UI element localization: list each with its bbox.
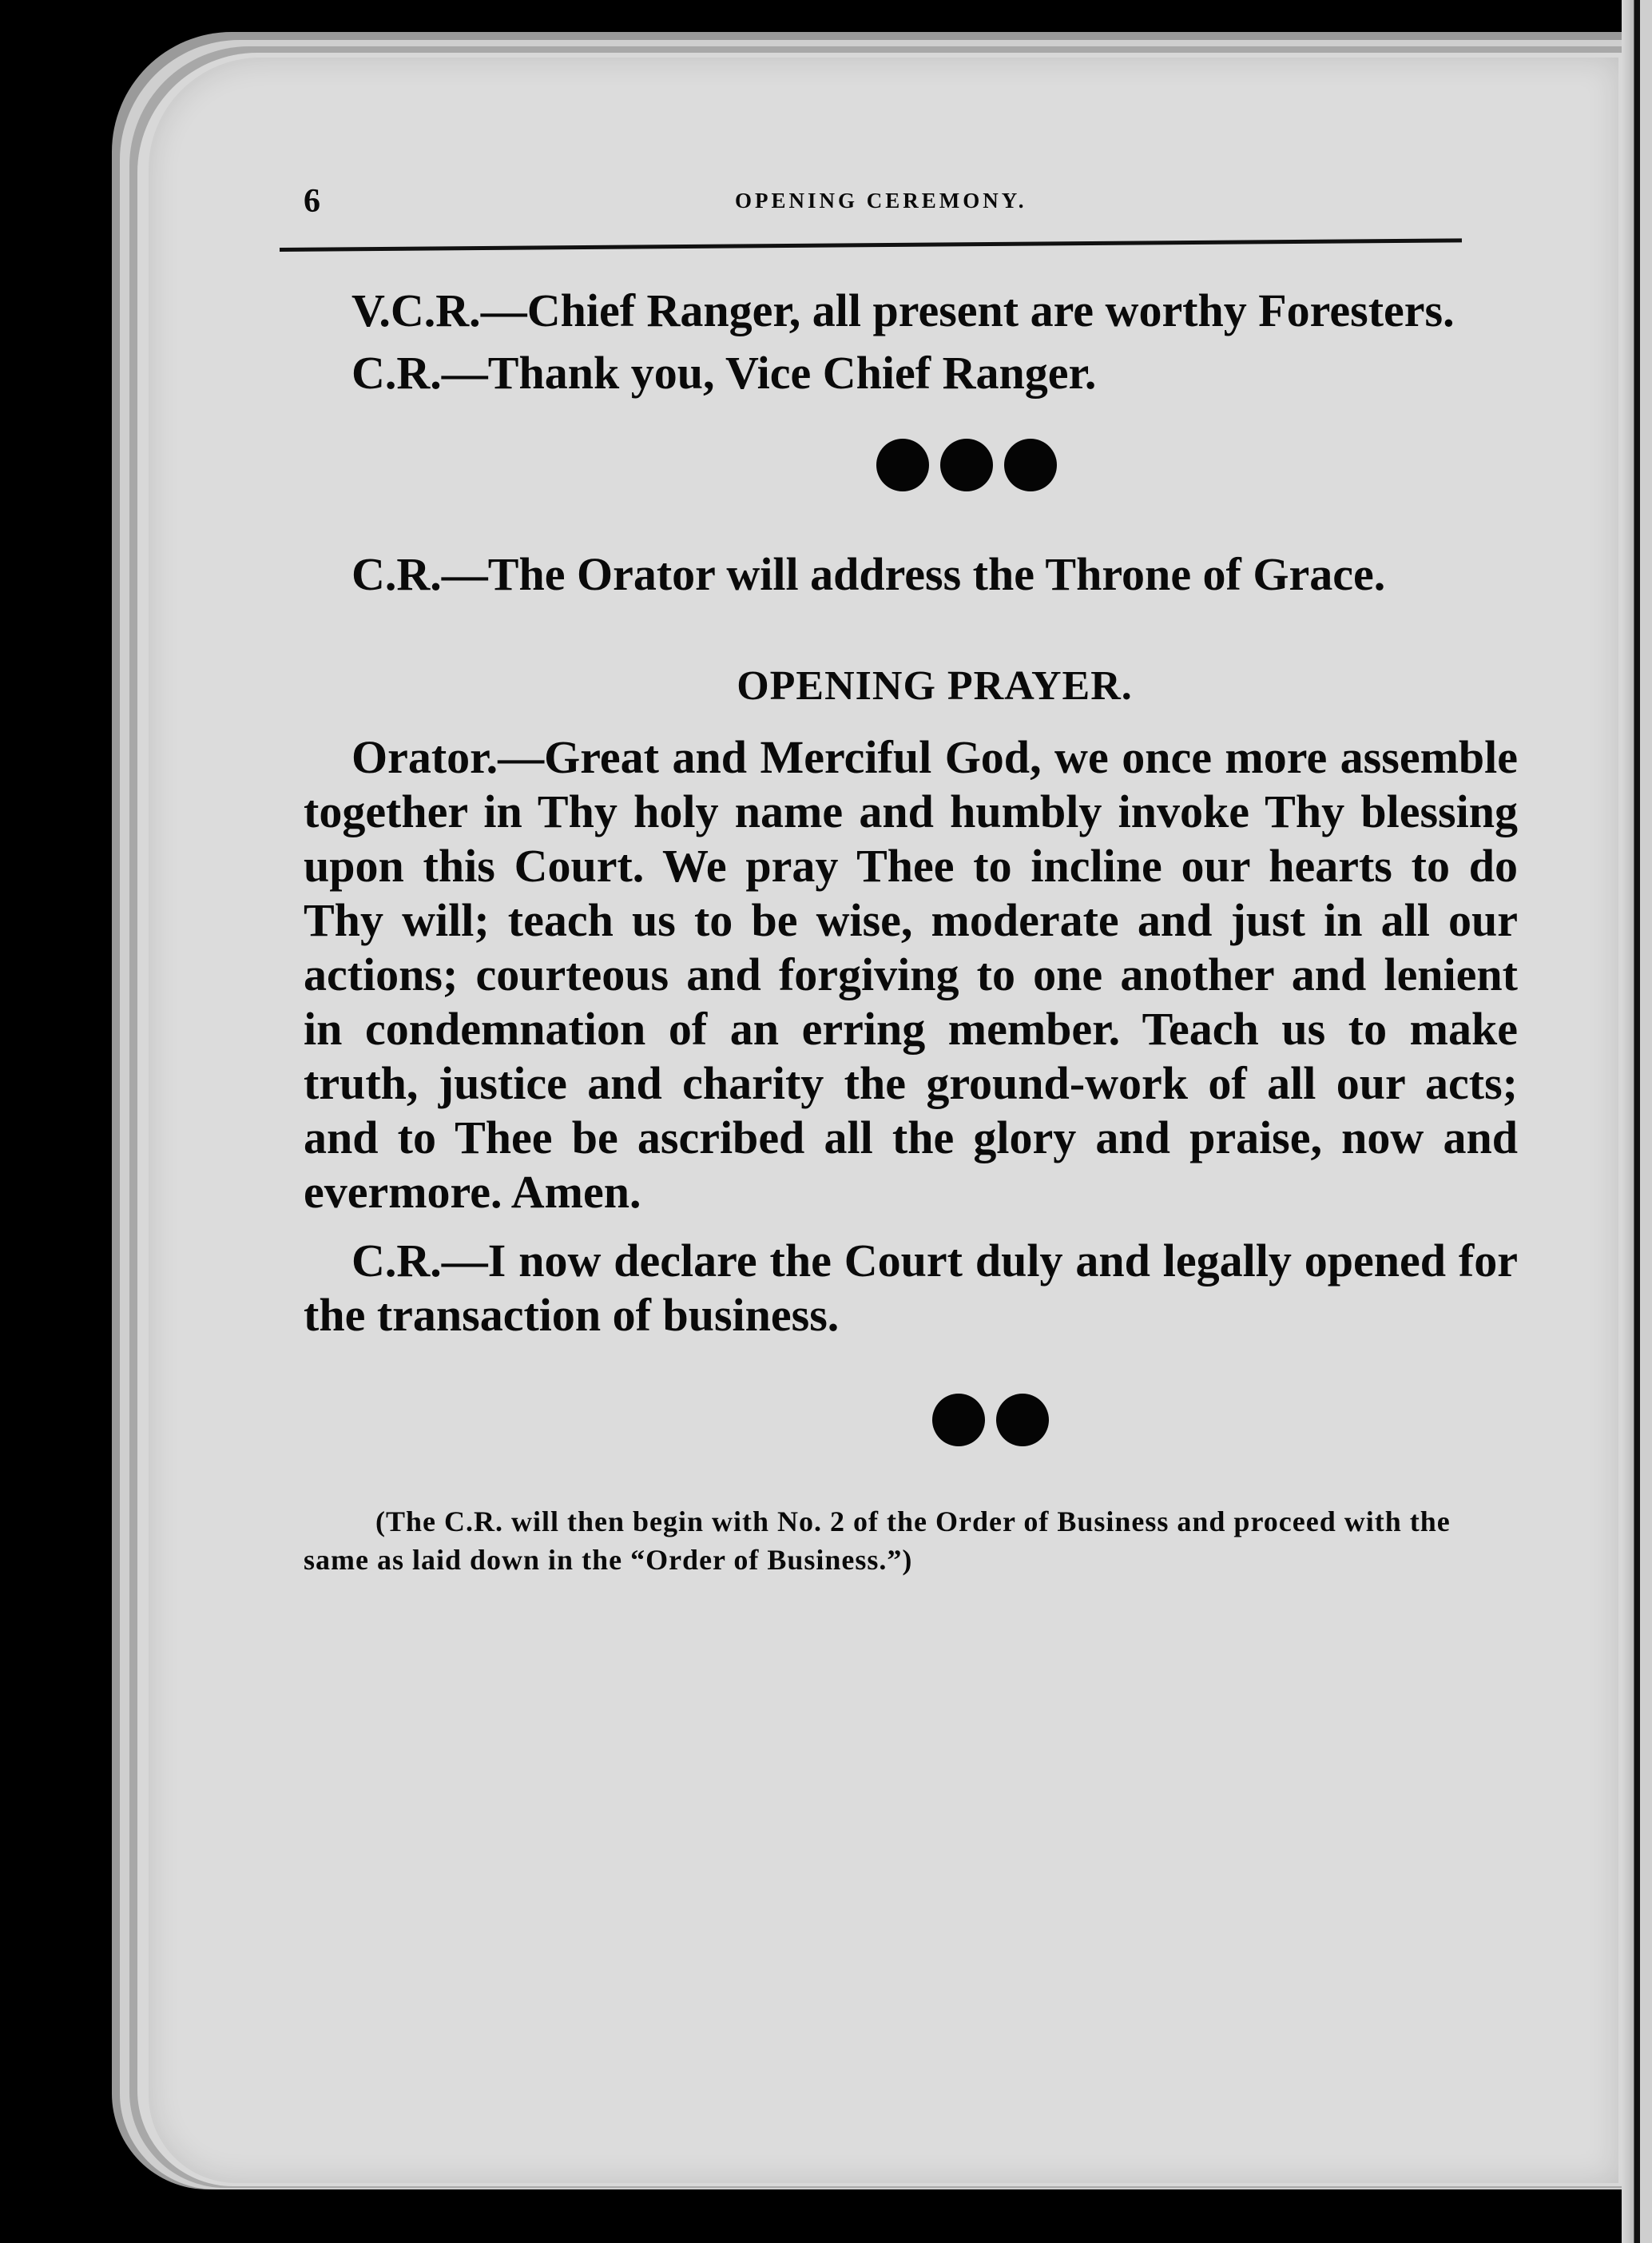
page-content [304, 176, 1518, 1608]
knock-dot [996, 1394, 1049, 1446]
book-spine [1622, 0, 1652, 2243]
speaker-label: C.R. [351, 1235, 442, 1287]
speaker-label: V.C.R. [351, 284, 481, 336]
knock-dot [940, 439, 993, 491]
dialogue-cr-declare [304, 1234, 1518, 1342]
header-rule [280, 238, 1462, 252]
page-header [304, 176, 1518, 232]
prayer-text: —Great and Merciful God, we once more assemble together in Thy holy name and humbly invoke Thy blessing upon this Court. We pray Thee to incline our hearts to do Thy will; teach us to be wise, moderate and just in all our actions; courteous and forgiving to one another and lenient in condemnation of an erring member. Teach us to make truth, justice and charity the ground-work of all our acts; and to Thee be ascribed all the glory and praise, now and evermore. Amen. [304, 731, 1518, 1218]
footnote: (The C.R. will then begin with No. 2 of the Order of Business and proceed with the same as laid down in the “Order of Business.”) [304, 1505, 1451, 1576]
dialogue-vcr [304, 284, 1518, 338]
dialogue-cr-thanks [304, 346, 1518, 400]
gavel-knocks-three [415, 439, 1518, 491]
dialogue-cr-orator [304, 547, 1518, 602]
knock-dot [932, 1394, 985, 1446]
dialogue-text: —The Orator will address the Throne of Grace. [441, 548, 1386, 600]
page-number: 6 [304, 183, 320, 220]
opening-prayer [304, 730, 1518, 1219]
knock-dot [876, 439, 929, 491]
speaker-label: Orator. [351, 731, 498, 783]
speaker-label: C.R. [351, 347, 442, 399]
dialogue-text: —Chief Ranger, all present are worthy Foresters. [480, 284, 1455, 336]
knock-dot [1004, 439, 1057, 491]
dialogue-text: —I now declare the Court duly and legally opened for the transaction of business. [304, 1235, 1518, 1341]
running-head: OPENING CEREMONY. [735, 189, 1027, 213]
dialogue-text: —Thank you, Vice Chief Ranger. [441, 347, 1097, 399]
speaker-label: C.R. [351, 548, 442, 600]
section-title: OPENING PRAYER. [737, 663, 1133, 709]
gavel-knocks-two [463, 1394, 1518, 1446]
